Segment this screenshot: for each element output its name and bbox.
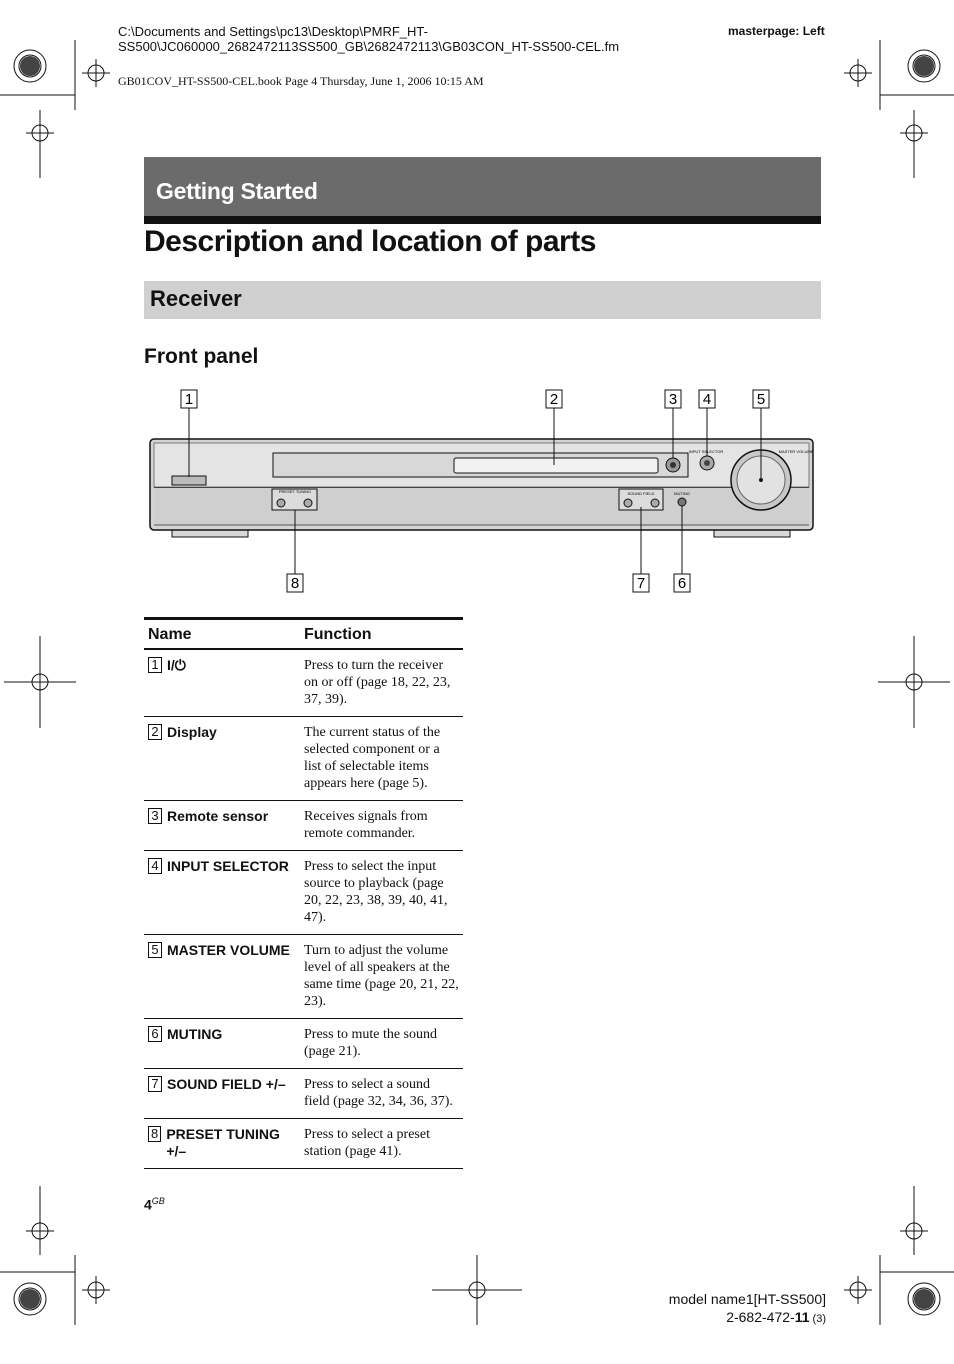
part-function: Press to mute the sound (page 21).: [300, 1019, 463, 1069]
file-path: [118, 24, 619, 54]
muting-panel-label: MUTING: [674, 491, 690, 496]
callout-7: 7: [636, 575, 646, 592]
table-row: [144, 717, 463, 801]
subsection-band: [144, 281, 821, 319]
column-header-function: Function: [300, 619, 463, 650]
callout-6: 6: [677, 575, 687, 592]
callout-4: 4: [702, 391, 712, 408]
table-row: [144, 649, 463, 717]
model-code-bold: 11: [794, 1309, 810, 1325]
parts-table: [144, 617, 463, 1169]
part-number: 7: [148, 1076, 162, 1092]
part-number: 4: [148, 858, 162, 874]
input-selector-panel-label: INPUT SELECTOR: [688, 449, 724, 454]
part-function: Receives signals from remote commander.: [300, 801, 463, 851]
book-info: GB01COV_HT-SS500-CEL.book Page 4 Thursday, June 1, 2006 10:15 AM: [118, 74, 484, 88]
column-header-name: Name: [144, 619, 300, 650]
table-header-row: [144, 619, 463, 650]
part-name: MASTER VOLUME: [167, 942, 290, 958]
masterpage-label: masterpage: Left: [728, 24, 825, 38]
receiver-front-panel-diagram: [140, 385, 820, 600]
model-code: [726, 1309, 826, 1325]
part-function: Turn to adjust the volume level of all speakers at the same time (page 20, 21, 22, 23).: [300, 935, 463, 1019]
preset-tuning-panel-label: PRESET TUNING: [278, 489, 312, 494]
page-number-value: 4: [144, 1196, 152, 1213]
part-name: I/⏻: [167, 657, 186, 673]
page-number: [144, 1196, 165, 1213]
part-number: 8: [148, 1126, 161, 1142]
part-function: The current status of the selected component or a list of selectable items appears here (page 5).: [300, 717, 463, 801]
part-name: PRESET TUNING +/–: [166, 1126, 280, 1159]
section-title: Getting Started: [156, 178, 318, 204]
table-row: [144, 935, 463, 1019]
part-number: 1: [148, 657, 162, 673]
model-code-suffix: (3): [809, 1313, 826, 1325]
part-name: MUTING: [167, 1026, 223, 1042]
part-number: 3: [148, 808, 162, 824]
part-name: SOUND FIELD +/–: [167, 1076, 286, 1092]
master-volume-panel-label: MASTER VOLUME: [778, 449, 814, 454]
part-function: Press to select the input source to playback (page 20, 22, 23, 38, 39, 40, 41, 47).: [300, 851, 463, 935]
callout-5: 5: [756, 391, 766, 408]
file-path-line2: SS500\JC060000_2682472113SS500_GB\2682472113\GB03CON_HT-SS500-CEL.fm: [118, 39, 620, 54]
table-row: [144, 1119, 463, 1169]
part-name: Display: [167, 724, 217, 740]
callout-3: 3: [668, 391, 678, 408]
callout-8: 8: [290, 575, 300, 592]
table-row: [144, 1069, 463, 1119]
part-name: INPUT SELECTOR: [167, 858, 289, 874]
file-path-line1: C:\Documents and Settings\pc13\Desktop\PMRF_HT-: [118, 24, 428, 39]
subsection-title: Receiver: [150, 286, 242, 311]
table-row: [144, 851, 463, 935]
part-name: Remote sensor: [167, 808, 269, 824]
model-code-prefix: 2-682-472-: [726, 1309, 795, 1325]
callout-2: 2: [549, 391, 559, 408]
part-number: 2: [148, 724, 162, 740]
part-function: Press to select a sound field (page 32, 34, 36, 37).: [300, 1069, 463, 1119]
part-function: Press to select a preset station (page 41).: [300, 1119, 463, 1169]
sound-field-panel-label: SOUND FIELD: [627, 491, 655, 496]
model-name: model name1[HT-SS500]: [668, 1291, 826, 1307]
part-number: 5: [148, 942, 162, 958]
table-row: [144, 801, 463, 851]
front-panel-heading: Front panel: [144, 345, 259, 368]
page-number-suffix: GB: [151, 1196, 165, 1206]
page-title: Description and location of parts: [144, 225, 596, 258]
callout-1: 1: [184, 391, 194, 408]
section-band-underline: [144, 216, 821, 224]
table-row: [144, 1019, 463, 1069]
part-function: Press to turn the receiver on or off (page 18, 22, 23, 37, 39).: [300, 649, 463, 717]
part-number: 6: [148, 1026, 162, 1042]
